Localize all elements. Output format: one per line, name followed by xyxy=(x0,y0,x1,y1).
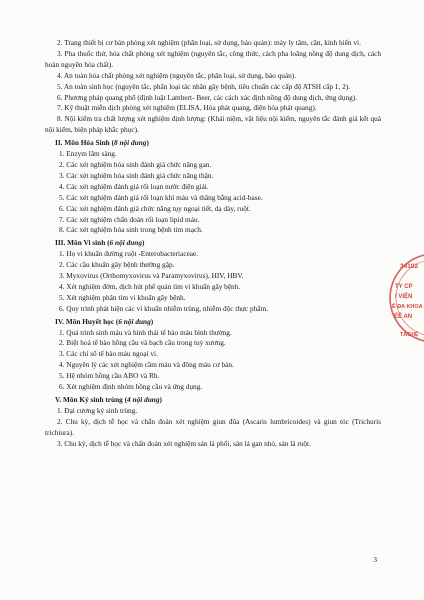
list-item: 7. Các xét nghiệm chẩn đoán rối loạn lipid máu. xyxy=(59,214,200,224)
intro-item: 5. An toàn sinh học (nguyên tắc, phân loại tác nhân gây bệnh, tiêu chuẩn các cấp độ ATSH cấp 1, 2). xyxy=(57,81,351,91)
list-item: 4. Xét nghiệm đờm, dịch hút phế quản tìm vi khuẩn gây bệnh. xyxy=(59,281,241,291)
list-item: 1. Họ vi khuẩn đường ruột -Enterobacteriaceae. xyxy=(59,249,199,259)
svg-text:TY CP: TY CP xyxy=(395,284,413,290)
section-title: V. Môn Ký sinh trùng ( xyxy=(55,395,128,404)
svg-text:I VIỆN: I VIỆN xyxy=(395,294,413,300)
list-item: 2. Chu kỳ, dịch tễ học và chẩn đoán xét nghiệm giun đũa (Ascaris lumbricoides) và giun tóc (Trichuris trichiura). xyxy=(45,416,381,437)
section-title: II. Môn Hóa Sinh ( xyxy=(55,138,114,148)
section-count: 8 nội dung xyxy=(114,138,147,148)
section-title: III. Môn Vi sinh ( xyxy=(55,238,110,248)
list-item: 6. Quy trình phát hiện các vi khuẩn nhiễm trùng, nhiễm độc thực phẩm. xyxy=(59,303,269,313)
list-item: 4. Các xét nghiệm đánh giá rối loạn nước điện giải. xyxy=(59,181,209,191)
list-item: 1. Enzym lâm sàng. xyxy=(59,149,117,159)
svg-text:34102: 34102 xyxy=(400,263,419,270)
list-item: 1. Đại cương ký sinh trùng. xyxy=(57,405,138,415)
section-title: IV. Môn Huyết học ( xyxy=(55,316,119,326)
list-item: 8. Các xét nghiệm hóa sinh trong bệnh tim mạch. xyxy=(59,225,203,235)
list-item: 4. Nguyên lý các xét nghiệm cầm máu và đông máu cơ bản. xyxy=(59,360,234,370)
list-item: 3. Myxovirus (Orthomyxovirus và Paramyxovirus), HIV, HBV. xyxy=(59,271,244,281)
svg-text:Ê ĐA KHOA: Ê ĐA KHOA xyxy=(392,304,423,310)
section-count: 6 nội dung xyxy=(118,316,151,326)
list-item: 5. Hệ nhóm hồng cầu ABO và Rh. xyxy=(59,371,160,381)
section-count: 6 nội dung xyxy=(109,238,142,248)
document-body xyxy=(45,38,381,450)
list-item: 3. Chu kỳ, dịch tễ học và chẩn đoán xét nghiệm sán lá phổi, sán lá gan nhỏ, sán lá ruột. xyxy=(57,438,311,448)
section-count: 4 nội dung xyxy=(127,395,160,404)
section-heading-hoa-sinh xyxy=(45,138,381,149)
list-item: 3. Các chỉ số tế bào máu ngoại vi. xyxy=(59,349,158,359)
list-item: 2. Các cầu khuẩn gây bệnh thường gặp. xyxy=(59,260,175,270)
section-close: ) xyxy=(159,395,162,404)
corner-mark: · xyxy=(6,6,8,12)
list-item: 6. Xét nghiệm định nhóm hồng cầu và ứng dụng. xyxy=(59,382,203,392)
intro-item: 3. Pha thuốc thử, hóa chất phòng xét nghiệm (nguyên tắc, công thức, cách pha loãng nồng độ dung dịch, cách hoàn nguyên hóa chất). xyxy=(45,48,381,69)
intro-item: 6. Phương pháp quang phổ (định luật Lambert- Beer, các cách xác định nồng độ dung dịch, ứng dụng). xyxy=(57,92,358,102)
list-item: 5. Các xét nghiệm đánh giá rối loạn khí máu và thăng bằng acid-base. xyxy=(59,192,263,202)
section-close: ) xyxy=(142,238,145,248)
list-item: 6. Các xét nghiệm đánh giá chức năng tụy ngoại tiết, dạ dày, ruột. xyxy=(59,203,251,213)
intro-item: 2. Trang thiết bị cơ bản phòng xét nghiệm (phân loại, sử dụng, bảo quản): máy ly tâm, cân, kính hiển vi. xyxy=(57,38,361,47)
list-item: 3. Các xét nghiệm hóa sinh đánh giá chức năng thận. xyxy=(59,170,214,180)
list-item: 1. Quá trình sinh máu và hình thái tế bào máu bình thường. xyxy=(59,327,232,337)
svg-text:ẾÊ AN: ẾÊ AN xyxy=(394,314,413,320)
list-item: 5. Xét nghiệm phân tìm vi khuẩn gây bệnh. xyxy=(59,292,186,302)
section-heading-ky-sinh-trung xyxy=(45,395,381,406)
intro-item: 7. Kỹ thuật miễn dịch phòng xét nghiệm (ELISA, Hóa phát quang, điện hóa phát quang). xyxy=(57,103,317,113)
section-close: ) xyxy=(150,316,154,326)
intro-item: 4. An toàn hóa chất phòng xét nghiệm (nguyên tắc, phân loại, sử dụng, bảo quản). xyxy=(57,70,297,80)
section-heading-huyet-hoc xyxy=(45,317,381,328)
seal-graphic xyxy=(382,238,424,358)
red-seal-stamp xyxy=(382,238,424,358)
section-heading-vi-sinh xyxy=(45,238,381,249)
svg-text:T.NGHỆ: T.NGHỆ xyxy=(400,332,419,338)
section-close: ) xyxy=(146,138,149,148)
list-item: 2. Các xét nghiệm hóa sinh đánh giá chức năng gan. xyxy=(59,159,212,169)
page-number: 3 xyxy=(373,555,377,564)
list-item: 2. Biệt hoá tế bào hồng cầu và bạch cầu trong tuỷ xương. xyxy=(59,338,226,348)
intro-item: 8. Nội kiểm tra chất lượng xét nghiệm định lượng: (Khái niệm, vật liệu nội kiểm, nguyên tắc đánh giá kết quả nội kiểm, biện pháp khắc phục). xyxy=(45,114,381,135)
